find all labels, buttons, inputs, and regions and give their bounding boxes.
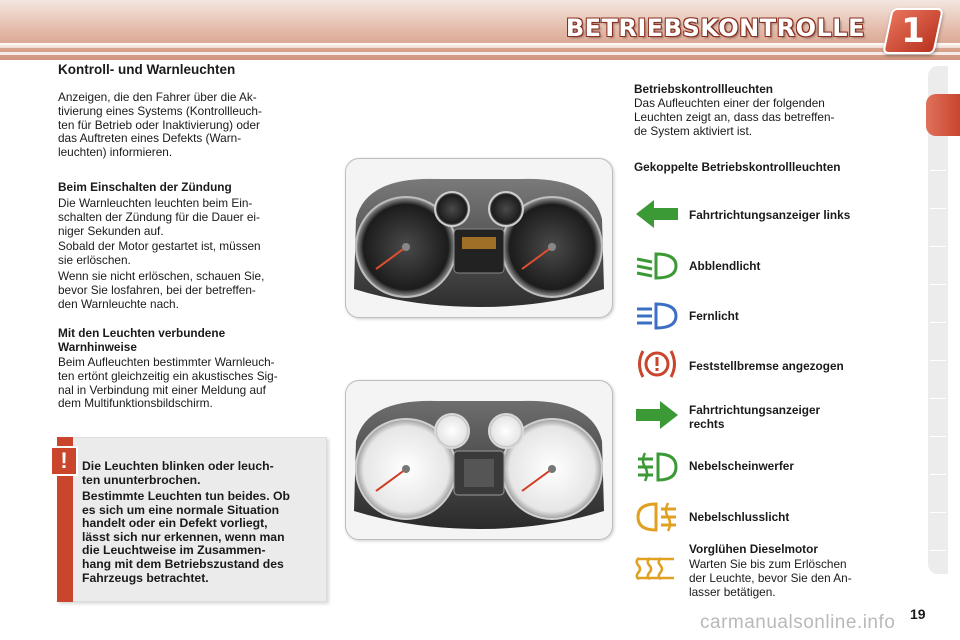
page-number: 19 bbox=[910, 606, 926, 622]
tab-divider bbox=[930, 322, 946, 323]
parking-brake-icon bbox=[634, 346, 680, 382]
tab-divider bbox=[930, 360, 946, 361]
tab-divider bbox=[930, 284, 946, 285]
tab-divider bbox=[930, 436, 946, 437]
warning-text-2: Bestimmte Leuchten tun beides. Ob es sich um eine normale Situation handelt oder ein Defekt vorliegt, lässt sich nur erkennen, wenn man die Leuchtweise im Zusammen- hang mit dem Betriebszustand des Fahrzeugs betrachtet. bbox=[82, 489, 290, 585]
linked-warnings-paragraph: Beim Aufleuchten bestimmter Warnleuch- ten ertönt gleichzeitig ein akustisches Sig- nal in Verbindung mit einer Meldung auf dem Multifunktionsbildschirm. bbox=[58, 355, 278, 411]
item-label-low-beam: Abblendlicht bbox=[689, 259, 761, 273]
tab-divider bbox=[930, 208, 946, 209]
intro-paragraph: Anzeigen, die den Fahrer über die Ak- tivierung eines Systems (Kontrollleuch- ten für Betrieb oder Inaktivierung) oder das Auftreten eines Defekts (Warn- leuchten) informieren. bbox=[58, 90, 262, 160]
chapter-title: BETRIEBSKONTROLLE bbox=[565, 14, 865, 42]
tab-divider bbox=[930, 512, 946, 513]
instrument-cluster-image-1 bbox=[345, 158, 613, 318]
glow-plug-paragraph: Warten Sie bis zum Erlöschen der Leuchte, bevor Sie den An- lasser betätigen. bbox=[689, 557, 852, 599]
low-beam-icon bbox=[634, 251, 680, 281]
ignition-paragraph-3: Wenn sie nicht erlöschen, schauen Sie, bevor Sie losfahren, bei der betreffen- den Warnleuchte nach. bbox=[58, 269, 265, 311]
ignition-paragraph-1: Die Warnleuchten leuchten beim Ein- schalten der Zündung für die Dauer ei- niger Sekunden auf. bbox=[58, 196, 260, 238]
glow-plug-icon bbox=[634, 555, 680, 581]
operation-lights-paragraph: Das Aufleuchten einer der folgenden Leuchten zeigt an, dass das betreffen- de System aktiviert ist. bbox=[634, 96, 835, 138]
section-title: Kontroll- und Warnleuchten bbox=[58, 62, 236, 77]
header-highlight-lower bbox=[0, 52, 960, 55]
instrument-cluster-dark-illustration bbox=[346, 159, 612, 317]
item-label-turn-right: Fahrtrichtungsanzeiger rechts bbox=[689, 403, 821, 431]
chapter-tab-strip bbox=[928, 66, 948, 574]
item-label-rear-fog: Nebelschlusslicht bbox=[689, 510, 790, 524]
ignition-heading: Beim Einschalten der Zündung bbox=[58, 180, 232, 194]
tab-divider bbox=[930, 170, 946, 171]
chapter-tab-active[interactable] bbox=[926, 94, 960, 136]
instrument-cluster-image-2 bbox=[345, 380, 613, 540]
item-label-high-beam: Fernlicht bbox=[689, 309, 739, 323]
high-beam-icon bbox=[634, 301, 680, 331]
item-label-turn-left: Fahrtrichtungsanzeiger links bbox=[689, 208, 851, 222]
rear-fog-icon bbox=[634, 500, 680, 534]
item-label-parking-brake: Feststellbremse angezogen bbox=[689, 359, 844, 373]
glow-plug-heading: Vorglühen Dieselmotor bbox=[689, 542, 818, 556]
instrument-cluster-white-illustration bbox=[346, 381, 612, 539]
turn-left-arrow-icon bbox=[634, 198, 680, 230]
warning-exclamation-icon: ! bbox=[50, 446, 78, 476]
ignition-paragraph-2: Sobald der Motor gestartet ist, müssen sie erlöschen. bbox=[58, 239, 261, 267]
turn-right-arrow-icon bbox=[634, 399, 680, 431]
chapter-number-badge bbox=[882, 8, 944, 54]
coupled-lights-heading: Gekoppelte Betriebskontrollleuchten bbox=[634, 160, 841, 174]
tab-divider bbox=[930, 398, 946, 399]
tab-divider bbox=[930, 550, 946, 551]
operation-lights-heading: Betriebskontrollleuchten bbox=[634, 82, 773, 96]
tab-divider bbox=[930, 474, 946, 475]
header-highlight bbox=[0, 43, 960, 48]
front-fog-icon bbox=[634, 450, 680, 484]
item-label-front-fog: Nebelscheinwerfer bbox=[689, 459, 794, 473]
watermark: carmanualsonline.info bbox=[700, 612, 896, 633]
tab-divider bbox=[930, 246, 946, 247]
warning-text-1: Die Leuchten blinken oder leuch- ten ununterbrochen. bbox=[82, 459, 274, 487]
chapter-number: 1 bbox=[901, 11, 925, 51]
linked-warnings-heading: Mit den Leuchten verbundene Warnhinweise bbox=[58, 326, 226, 354]
